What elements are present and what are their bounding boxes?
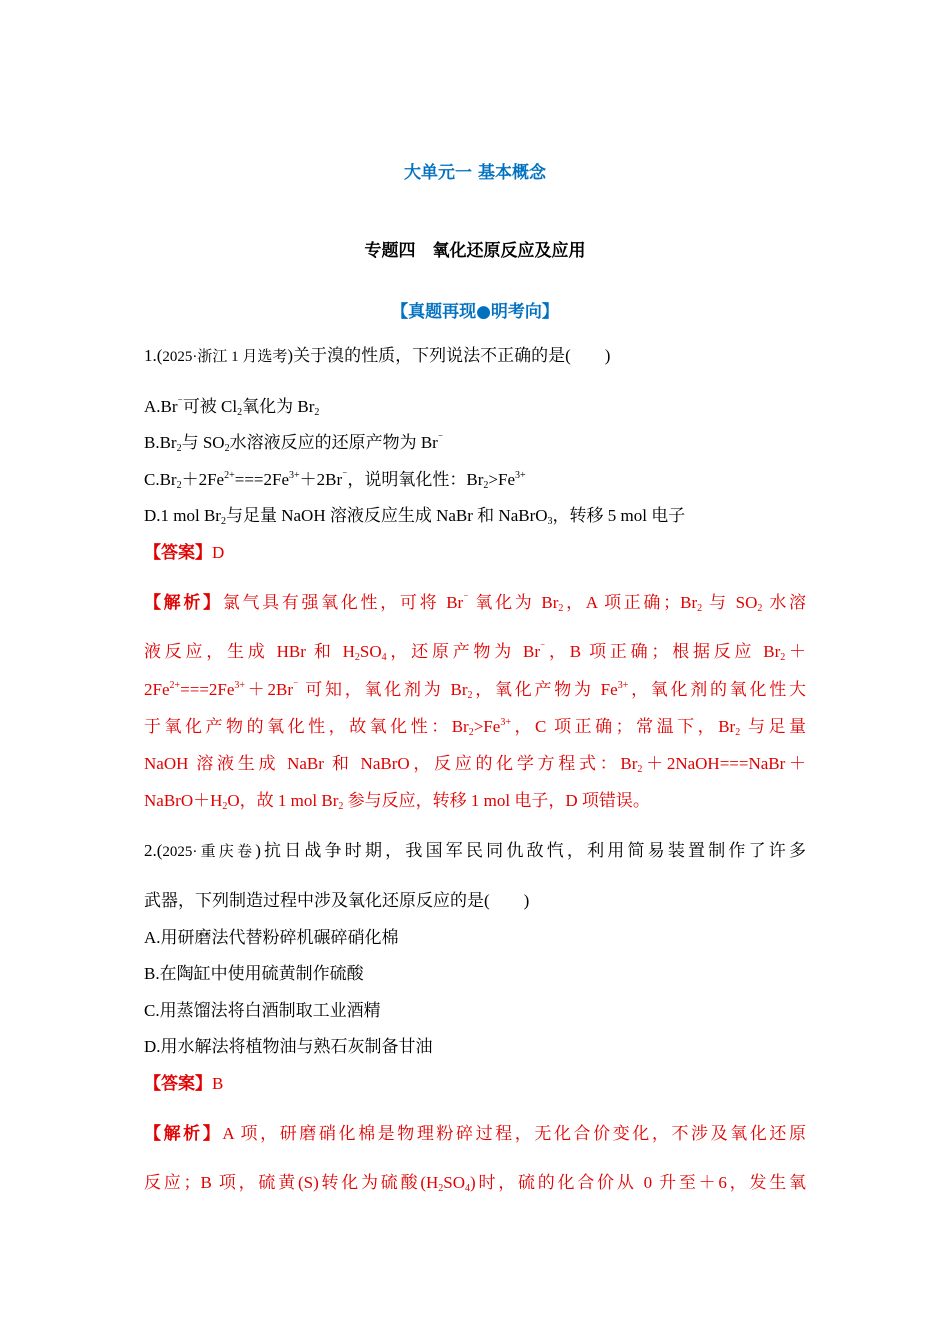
question-2-analysis-line-1 bbox=[144, 1123, 806, 1145]
subscript-text: 4 bbox=[465, 1183, 471, 1194]
subscript-text: 2 bbox=[757, 603, 763, 614]
text-run: ，B 项正确；根据反应 Br bbox=[545, 642, 781, 661]
question-2-analysis-line-2 bbox=[144, 1172, 806, 1194]
question-2-option-a: A.用研磨法代替粉碎机碾碎硝化棉 bbox=[144, 928, 399, 947]
text-run: B.Br bbox=[144, 433, 177, 452]
question-2-option-b: B.在陶缸中使用硫黄制作硫酸 bbox=[144, 964, 364, 983]
text-run: A 项，研磨硝化棉是物理粉碎过程，无化合价变化，不涉及氧化还原 bbox=[222, 1124, 807, 1143]
subscript-text: 2 bbox=[467, 690, 473, 701]
text-run: ＋2NaOH===NaBr＋ bbox=[642, 754, 806, 773]
answer-value: B bbox=[212, 1074, 224, 1093]
text-run: ===2Fe bbox=[234, 470, 289, 489]
superscript-text: ⁻ bbox=[463, 593, 469, 604]
text-run: SO bbox=[443, 1173, 466, 1192]
subscript-text: 2 bbox=[483, 480, 489, 491]
text-run: ，C 项正确；常温下，Br bbox=[510, 717, 736, 736]
question-1-option-d bbox=[144, 505, 685, 527]
subscript-text: 2 bbox=[735, 727, 741, 738]
question-2-source: 2025·重庆卷 bbox=[162, 844, 256, 860]
subscript-text: 2 bbox=[338, 801, 344, 812]
superscript-text: 3+ bbox=[515, 470, 526, 481]
text-run: 可被 Cl bbox=[182, 397, 238, 416]
text-run: ，说明氧化性：Br bbox=[347, 470, 484, 489]
analysis-label: 【解析】 bbox=[144, 1124, 223, 1144]
superscript-text: ⁻ bbox=[293, 680, 299, 691]
text-run: ＋2Fe bbox=[181, 470, 225, 489]
subscript-text: 4 bbox=[381, 652, 387, 663]
text-run: 参与反应，转移 1 mol 电子，D 项错误。 bbox=[343, 791, 650, 810]
text-run: 与足量 bbox=[740, 717, 806, 736]
text-run: ＋ bbox=[785, 642, 807, 661]
text-run: ＋2Br bbox=[245, 680, 294, 699]
question-1-analysis-line-2 bbox=[144, 641, 806, 663]
subscript-text: 2 bbox=[697, 603, 703, 614]
question-2-option-c: C.用蒸馏法将白酒制取工业酒精 bbox=[144, 1001, 381, 1020]
superscript-text: 3+ bbox=[617, 680, 629, 691]
question-1-analysis-line-6 bbox=[144, 790, 650, 812]
superscript-text: 2+ bbox=[224, 470, 235, 481]
text-run: ===2Fe bbox=[180, 680, 235, 699]
subscript-text: 2 bbox=[222, 801, 228, 812]
text-run: C.Br bbox=[144, 470, 177, 489]
superscript-text: ⁻ bbox=[342, 470, 348, 481]
question-1-analysis-line-4 bbox=[144, 716, 806, 738]
answer-value: D bbox=[212, 543, 225, 562]
text-run: >Fe bbox=[488, 470, 516, 489]
text-run: 氧化为 Br bbox=[468, 593, 559, 612]
text-run: ＋2Br bbox=[299, 470, 343, 489]
text-run: )关于溴的性质，下列说法不正确的是( ) bbox=[287, 346, 611, 365]
unit-title: 大单元一 基本概念 bbox=[404, 163, 546, 183]
topic-title: 专题四 氧化还原反应及应用 bbox=[364, 241, 586, 261]
question-1-stem bbox=[144, 345, 610, 368]
question-2-stem bbox=[144, 840, 806, 863]
section-title: 【真题再现●明考向】 bbox=[391, 302, 559, 322]
subscript-text: 2 bbox=[220, 516, 226, 527]
superscript-text: ⁻ bbox=[437, 433, 444, 444]
text-run: )时，硫的化合价从 0 升至＋6，发生氧 bbox=[470, 1173, 806, 1192]
question-1-analysis-line-3 bbox=[144, 679, 806, 701]
question-1-analysis-line-5 bbox=[144, 753, 806, 775]
text-run: 氧化为 Br bbox=[242, 397, 315, 416]
text-run: NaBrO＋H bbox=[144, 791, 223, 810]
question-1-option-b bbox=[144, 432, 443, 454]
text-run: O，故 1 mol Br bbox=[227, 791, 339, 810]
text-run: ，A 项正确；Br bbox=[563, 593, 698, 612]
text-run: 可知，氧化剂为 Br bbox=[298, 680, 468, 699]
text-run: ，还原产物为 Br bbox=[386, 642, 540, 661]
text-run: )抗日战争时期，我国军民同仇敌忾，利用简易装置制作了许多 bbox=[255, 841, 806, 860]
subscript-text: 2 bbox=[314, 407, 320, 418]
superscript-text: 3+ bbox=[289, 470, 300, 481]
superscript-text: ⁻ bbox=[540, 642, 546, 653]
subscript-text: 2 bbox=[438, 1183, 444, 1194]
text-run: 与 SO bbox=[702, 593, 758, 612]
text-run: SO bbox=[359, 642, 382, 661]
text-run: 1.( bbox=[144, 346, 163, 365]
text-run: >Fe bbox=[473, 717, 501, 736]
question-1-answer bbox=[144, 542, 224, 564]
text-run: ，氧化剂的氧化性大 bbox=[628, 680, 807, 699]
question-1-option-a bbox=[144, 396, 319, 418]
question-1-source: 2025·浙江 1 月选考 bbox=[162, 349, 288, 365]
text-run: 液反应，生成 HBr 和 H bbox=[144, 642, 355, 661]
text-run: D.1 mol Br bbox=[144, 506, 221, 525]
question-2-answer bbox=[144, 1073, 223, 1095]
subscript-text: 2 bbox=[176, 480, 182, 491]
text-run: ，氧化产物为 Fe bbox=[472, 680, 618, 699]
text-run: 2Fe bbox=[144, 680, 170, 699]
question-1-analysis-line-1 bbox=[144, 592, 806, 614]
question-1-option-c bbox=[144, 469, 526, 491]
text-run: 水溶 bbox=[762, 593, 807, 612]
question-2-option-d: D.用水解法将植物油与熟石灰制备甘油 bbox=[144, 1037, 433, 1056]
text-run: ，转移 5 mol 电子 bbox=[552, 506, 686, 525]
superscript-text: 3+ bbox=[234, 680, 246, 691]
answer-label: 【答案】 bbox=[144, 1074, 212, 1094]
subscript-text: 2 bbox=[354, 652, 360, 663]
text-run: 与足量 NaOH 溶液反应生成 NaBr 和 NaBrO bbox=[225, 506, 548, 525]
superscript-text: 3+ bbox=[500, 717, 511, 728]
subscript-text: 2 bbox=[468, 727, 474, 738]
subscript-text: 2 bbox=[780, 652, 786, 663]
answer-label: 【答案】 bbox=[144, 543, 212, 563]
analysis-label: 【解析】 bbox=[144, 593, 223, 613]
text-run: 2.( bbox=[144, 841, 163, 860]
superscript-text: 2+ bbox=[169, 680, 181, 691]
text-run: A.Br bbox=[144, 397, 178, 416]
text-run: 与 SO bbox=[181, 433, 225, 452]
text-run: 水溶液反应的还原产物为 Br bbox=[229, 433, 438, 452]
subscript-text: 2 bbox=[176, 443, 182, 454]
text-run: 氯气具有强氧化性，可将 Br bbox=[222, 593, 464, 612]
text-run: 于氧化产物的氧化性，故氧化性：Br bbox=[144, 717, 469, 736]
question-2-stem-line-2: 武器，下列制造过程中涉及氧化还原反应的是( ) bbox=[144, 891, 530, 910]
subscript-text: 2 bbox=[224, 443, 230, 454]
text-run: 反应；B 项，硫黄(S)转化为硫酸(H bbox=[144, 1173, 439, 1192]
subscript-text: 2 bbox=[237, 407, 243, 418]
superscript-text: ⁻ bbox=[177, 397, 183, 408]
text-run: NaOH 溶液生成 NaBr 和 NaBrO，反应的化学方程式：Br bbox=[144, 754, 638, 773]
subscript-text: 2 bbox=[637, 764, 643, 775]
subscript-text: 3 bbox=[547, 516, 553, 527]
subscript-text: 2 bbox=[558, 603, 564, 614]
